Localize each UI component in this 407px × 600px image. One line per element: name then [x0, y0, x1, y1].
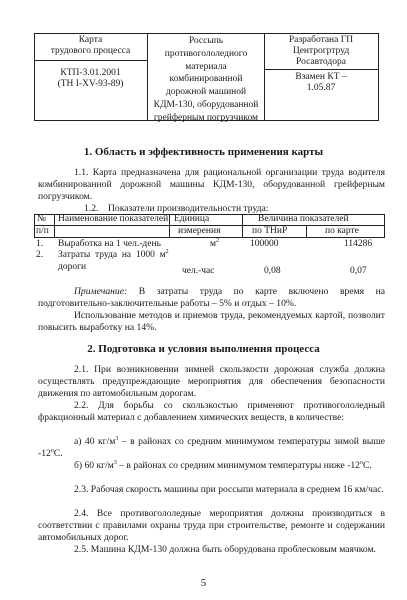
header-card-code: КТП-3.01.2001 (ТН I-XV-93-89)	[57, 68, 124, 89]
col-number-header: №	[37, 214, 47, 224]
section-2-title: 2. Подготовка и условия выполнения процесса	[87, 343, 320, 355]
table-note: Примечание: В затраты труда по карте включено время на подготовительно-заключительные работы – 5% и отдых – 10%.	[38, 286, 385, 309]
row-1-name: Выработка на 1 чел.-день	[58, 239, 161, 249]
paragraph-2-1: 2.1. При возникновении зимней скользкости дорожная служба должна осуществлять предупреждающие мероприятия для обеспечения безопасности движения по автомобильным дорогам.	[38, 364, 385, 399]
row-2-name: Затраты труда на 1000 $м^2$	[58, 248, 169, 260]
header-replaces: Взамен КТ – 1.05.87	[295, 72, 347, 93]
col-value-thnr: по ТНиР	[252, 226, 288, 236]
row-1-unit: $м^2$	[210, 237, 220, 249]
col-unit-header-2: измерения	[178, 226, 221, 236]
page-number: 5	[200, 577, 207, 589]
col-number-header-2: п/п	[36, 226, 49, 236]
row-1-thnr: 100000	[250, 239, 279, 249]
paragraph-1-2-label: 1.2. Показатели производительности труда:	[84, 203, 269, 214]
paragraph-2-3: 2.3. Рабочая скорость машины при россыпи материала в среднем 16 км/час.	[74, 484, 384, 495]
paragraph-2-2-a: а) 40 $кг/м^3$ – в районах со средним минимумом температуры зимой выше $-12^оС$.	[38, 435, 385, 459]
header-process-name: Россыпь противогололедного материала комбинированной дорожной машиной КДМ-130, оборудованной грейферным погрузчиком	[153, 36, 259, 123]
col-value-header: Величина показателей	[258, 214, 349, 224]
header-table	[34, 33, 379, 121]
col-name-header: Наименование показателей	[58, 214, 169, 224]
row-1-number: 1.	[36, 239, 44, 249]
productivity-table	[34, 214, 385, 280]
row-1-card: 114286	[344, 239, 373, 249]
paragraph-2-2-b: б) 60 $кг/м^3$ – в районах со средним минимумом температуры ниже $-12^оС$.	[74, 459, 372, 471]
row-2-thnr: 0,08	[264, 266, 281, 276]
paragraph-1-1: 1.1. Карта предназначена для рациональной организации труда водителя комбинированной дорожной машины КДМ-130, оборудованной грейферным погрузчиком.	[38, 167, 385, 202]
header-developer: Разработана ГП Центрогртруд Росавтодора	[288, 35, 354, 67]
row-2-card: 0,07	[350, 266, 367, 276]
row-2-unit: чел.-час	[182, 266, 215, 276]
paragraph-1-3: Использование методов и приемов труда, рекомендуемых картой, позволит повысить выработку на 14%.	[38, 310, 385, 333]
row-2-number: 2.	[36, 250, 44, 260]
header-card-title: Карта трудового процесса	[50, 35, 131, 56]
paragraph-2-4: 2.4. Все противогололедные мероприятия должны производиться в соответствии с правилами охраны труда при строительстве, ремонте и содержании автомобильных дорог.	[38, 508, 385, 543]
row-2-name-cont: дороги	[58, 262, 87, 272]
col-value-card: по карте	[325, 226, 359, 236]
paragraph-2-2: 2.2. Для борьбы со скользкостью применяют противогололедный фракционный материал с добавлением химических веществ, в количестве:	[38, 400, 385, 423]
paragraph-2-5: 2.5. Машина КДМ-130 должна быть оборудована проблесковым маячком.	[74, 544, 376, 555]
section-1-title: 1. Область и эффективность применения карты	[83, 146, 324, 158]
col-unit-header: Единица	[174, 214, 210, 224]
